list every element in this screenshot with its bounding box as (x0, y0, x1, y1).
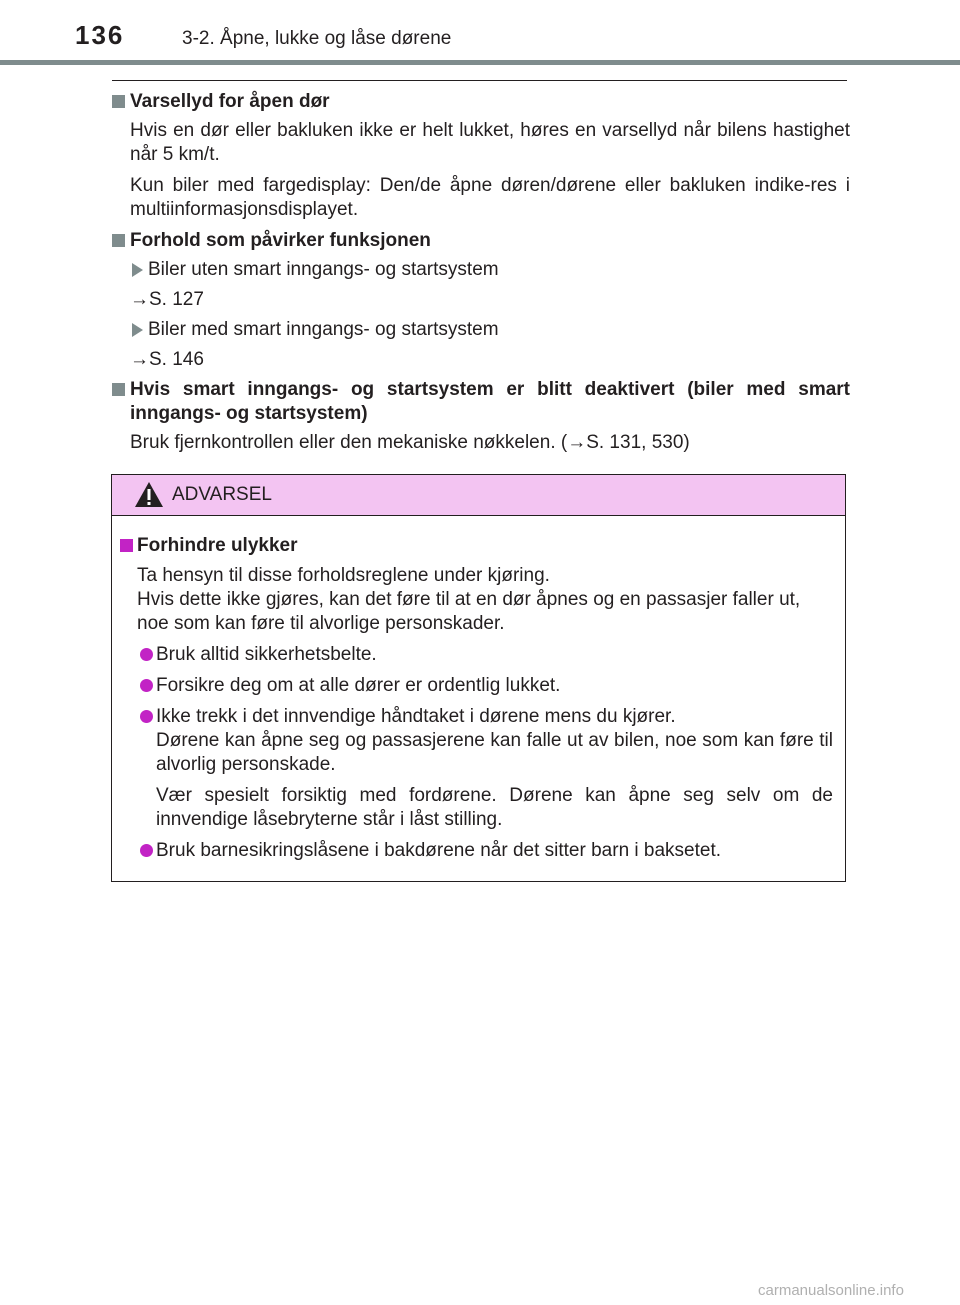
list-item: Biler uten smart inngangs- og startsystem (112, 258, 850, 282)
page-header (0, 0, 960, 66)
page-reference-link[interactable]: →S. 146 (130, 349, 204, 370)
square-bullet-icon (112, 383, 125, 396)
round-bullet-icon (140, 844, 153, 857)
warning-triangle-icon (134, 481, 164, 508)
square-bullet-icon (112, 95, 125, 108)
main-content (112, 90, 850, 462)
page-reference-link[interactable]: →S. 127 (130, 289, 204, 310)
section-heading: Hvis smart inngangs- og startsystem er blitt deaktivert (biler med smart inngangs- og startsystem) (112, 378, 850, 426)
paragraph: Bruk fjernkontrollen eller den mekaniske nøkkelen. (→S. 131, 530) (130, 432, 690, 453)
warning-bullet: Ikke trekk i det innvendige håndtaket i dørene mens du kjører. Dørene kan åpne seg og passasjerene kan falle ut av bilen, noe som kan føre til alvorlig personskade. (120, 705, 833, 777)
warning-label: ADVARSEL (172, 484, 272, 505)
warning-box (111, 474, 846, 882)
round-bullet-icon (140, 679, 153, 692)
round-bullet-icon (140, 710, 153, 723)
square-bullet-icon (112, 234, 125, 247)
square-bullet-icon (120, 539, 133, 552)
section-heading: Varsellyd for åpen dør (112, 90, 850, 114)
warning-intro: Ta hensyn til disse forholdsreglene under kjøring. Hvis dette ikke gjøres, kan det føre til at en dør åpnes og en passasjer faller ut, noe som kan føre til alvorlige personskader. (137, 565, 801, 634)
list-item: Biler med smart inngangs- og startsystem (112, 318, 850, 342)
section-heading: Forhold som påvirker funksjonen (112, 229, 850, 253)
page-number: 136 (75, 20, 125, 50)
paragraph: Kun biler med fargedisplay: Den/de åpne døren/dørene eller bakluken indike-res i multiinformasjonsdisplayet. (130, 175, 850, 220)
section-title: 3-2. Åpne, lukke og låse dørene (182, 28, 452, 49)
paragraph: Hvis en dør eller bakluken ikke er helt lukket, høres en varsellyd når bilens hastighet når 5 km/t. (130, 120, 850, 165)
warning-sub-paragraph: Vær spesielt forsiktig med fordørene. Dørene kan åpne seg selv om de innvendige låsebryterne står i låst stilling. (156, 785, 833, 830)
round-bullet-icon (140, 648, 153, 661)
warning-heading: Forhindre ulykker (120, 534, 833, 558)
header-rule (0, 60, 960, 65)
warning-bullet: Bruk alltid sikkerhetsbelte. (120, 643, 833, 667)
content-top-rule (112, 80, 847, 81)
warning-header (112, 475, 845, 516)
warning-bullet: Forsikre deg om at alle dører er ordentlig lukket. (120, 674, 833, 698)
warning-body (112, 516, 845, 863)
watermark: carmanualsonline.info (758, 1282, 904, 1299)
triangle-bullet-icon (132, 263, 143, 277)
warning-bullet: Bruk barnesikringslåsene i bakdørene når det sitter barn i baksetet. (120, 839, 833, 863)
triangle-bullet-icon (132, 323, 143, 337)
